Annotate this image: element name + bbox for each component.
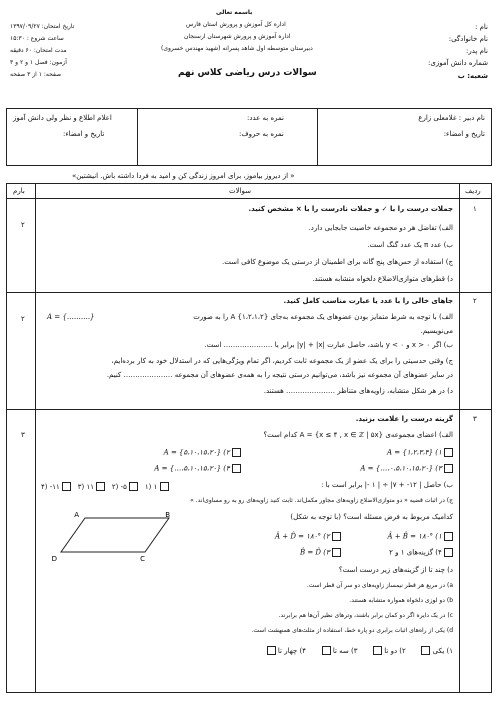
- checkbox[interactable]: [332, 548, 341, 557]
- q3-item-b: ب) حاصل | ۱۲- + ۷| ÷ | ۱ -| برابر است با :: [321, 481, 453, 489]
- q3d-option-1[interactable]: ۱) یکی: [421, 647, 453, 655]
- q3a-option-2[interactable]: A = {۵،۱۰،۱۵،۲۰} (۲: [164, 448, 241, 457]
- class-label: شعبه: ب: [457, 72, 488, 80]
- q3b-option-2[interactable]: ۵- (۲: [112, 483, 138, 491]
- q2-number: ۲: [473, 297, 477, 305]
- checkbox[interactable]: [62, 482, 71, 491]
- q3d-option-4[interactable]: ۴) چهار تا: [267, 647, 306, 655]
- q2-item-a-end: می‌نویسیم.: [420, 327, 453, 335]
- q1-item-c: ج) استفاده از حس‌های پنج گانه برای اطمینان از درستی یک موضوع کافی است.: [222, 258, 453, 266]
- checkbox[interactable]: [160, 482, 169, 491]
- q3-item-c2: کدامیک مربوط به فرض مسئله است؟ (با توجه به شکل): [290, 513, 453, 521]
- q3d-statement-a: a) در مربع هر قطر نیمساز زاویه‌های دو سر آن قطر است.: [306, 582, 453, 589]
- q3-item-a: الف) اعضای مجموعه‌ی {x ≤ ۴ , x ∈ ℤ | ۵x} = A کدام است؟: [263, 431, 453, 439]
- q3-score: ۳: [21, 431, 25, 439]
- header: [6, 4, 492, 108]
- q1-item-d: د) قطرهای متوازی‌الاضلاع دلخواه متشابه هستند.: [312, 275, 453, 283]
- vertex-c: C: [140, 555, 145, 563]
- q2-item-d: د) در هر شکل متشابه، زاویه‌های متناظر ………………… هستند.: [263, 387, 453, 395]
- questions-table: [6, 183, 492, 693]
- q3b-option-3[interactable]: ۱۱ (۳: [78, 483, 106, 491]
- checkbox[interactable]: [332, 532, 341, 541]
- duration: مدت امتحان: ۶۰ دقیقه: [10, 47, 67, 54]
- motto: « از دیروز بیاموز، برای امروز زندگی کن و امید به فردا داشته باش. انیشتین»: [72, 172, 295, 180]
- checkbox[interactable]: [232, 448, 241, 457]
- checkbox[interactable]: [129, 482, 138, 491]
- family-label: نام خانوادگی:: [448, 35, 488, 43]
- score-number-label: نمره به عدد:: [247, 114, 285, 122]
- q2-item-c2: در سایر عضوهای آن مجموعه نیز باشد، می‌توانیم درستی نتیجه را به همه‌ی عضوهای آن مجموعه ………………… کنیم.: [106, 371, 453, 379]
- q3-title: گزینه درست را علامت بزنید.: [355, 415, 453, 423]
- q3a-option-3[interactable]: A = {…،۰،۵،۱۰،۱۵،۲۰} (۳: [360, 464, 453, 473]
- q3a-option-1[interactable]: A = {۱،۲،۳،۴} (۱: [387, 448, 453, 457]
- q1-item-a: الف) تفاضل هر دو مجموعه خاصیت جابجایی دارد.: [308, 224, 453, 232]
- name-label: نام :: [475, 23, 488, 31]
- q3b-options: [41, 482, 169, 491]
- basmala: باسمه تعالی: [216, 9, 253, 16]
- start-time: ساعت شروع : ۱۵:۳۰: [10, 35, 64, 42]
- q3-item-c: ج) در اثبات قضیه « دو متوازی‌الاضلاع زاویه‌های مجاور مکمل‌اند. ثابت کنید زاویه‌های رو به رو مساوی‌اند. »: [190, 497, 453, 504]
- q3c-option-3[interactable]: ۴) گزینه‌های ۱ و ۲: [389, 548, 453, 557]
- exam-title: سوالات درس ریاضی کلاس نهم: [178, 68, 317, 78]
- checkbox[interactable]: [444, 532, 453, 541]
- q3b-option-1[interactable]: ۱ (۱: [145, 483, 169, 491]
- q3d-statement-b: b) دو لوزی دلخواه همواره متشابه هستند.: [349, 597, 453, 604]
- vertex-d: D: [51, 555, 57, 563]
- checkbox[interactable]: [267, 646, 276, 655]
- q1-item-b: ب) عدد π یک عدد گنگ است.: [367, 241, 453, 249]
- teacher-name: نام دبیر : غلامعلی زارع: [418, 114, 485, 122]
- q3c-option-2[interactable]: Â + D̂ = ۱۸۰° (۲: [275, 532, 341, 541]
- exam-scope: آزمون: فصل ۱ و ۲ و ۳: [10, 59, 67, 66]
- q3c-option-1[interactable]: Â + B̂ = ۱۸۰° (۱: [387, 532, 453, 541]
- student-no-label: شماره دانش آموزی:: [427, 59, 488, 67]
- father-label: نام پدر:: [465, 47, 488, 55]
- header-line3: اداره آموزش و پرورش شهرستان ارسنجان: [184, 33, 291, 40]
- checkbox[interactable]: [444, 448, 453, 457]
- q2-item-c: ج) وقتی حدسیتی را برای یک عضو از یک مجموعه ثابت کردیم، اگر تمام ویژگی‌هایی که در استدلال خود به کار برده‌ایم،: [111, 357, 453, 365]
- q2-title: جاهای خالی را با عدد یا عبارت مناسب کامل کنید.: [283, 297, 453, 305]
- q3a-option-4[interactable]: A = {…،۵،۱۰،۱۵،۲۰} (۴: [154, 464, 241, 473]
- checkbox[interactable]: [373, 646, 382, 655]
- q3d-option-2[interactable]: ۲) دو تا: [373, 647, 406, 655]
- q3-item-d: د) چند تا از گزینه‌های زیر درست است؟: [338, 566, 453, 574]
- vertex-b: B: [165, 511, 170, 519]
- teacher-signature-label: تاریخ و امضاء:: [443, 130, 485, 138]
- q1-score: ۲: [21, 221, 25, 229]
- q3d-statement-c: c) در یک دایره اگر دو کمان برابر باشند، وترهای نظیر آن‌ها هم برابرند.: [278, 612, 453, 619]
- col-row-header: ردیف: [465, 187, 481, 195]
- q3c-option-4[interactable]: B̂ = D̂ (۳: [300, 548, 341, 557]
- q1-number: ۱: [473, 205, 477, 213]
- col-score-header: بارم: [13, 187, 25, 195]
- checkbox[interactable]: [444, 464, 453, 473]
- header-line4: دبیرستان متوسطه اول شاهد پسرانه (شهید مهندس خسروی): [161, 45, 313, 52]
- page-count: صفحه: ۱ از ۳ صفحه: [10, 71, 62, 78]
- parent-signature-label: تاریخ و امضاء:: [63, 130, 105, 138]
- parent-note-label: اعلام اطلاع و نظر ولی دانش آموز: [13, 114, 112, 122]
- col-questions-header: سوالات: [229, 187, 252, 195]
- checkbox[interactable]: [232, 464, 241, 473]
- q1-title: جملات درست را با ✓ و جملات نادرست را با × مشخص کنید.: [248, 205, 453, 213]
- vertex-a: A: [74, 511, 79, 519]
- q2-item-a: الف) با توجه به شرط متمایز بودن عضوهای یک مجموعه به‌جای {۱،۲،۱،۲} A را به صورت: [193, 313, 453, 321]
- checkbox[interactable]: [96, 482, 105, 491]
- q3d-options: [267, 646, 453, 655]
- score-words-label: نمره به حروف:: [239, 130, 284, 138]
- grading-box: [6, 108, 492, 166]
- q3-number: ۳: [473, 415, 477, 423]
- checkbox[interactable]: [322, 646, 331, 655]
- checkbox[interactable]: [421, 646, 430, 655]
- header-line2: اداره کل آموزش و پرورش استان فارس: [186, 21, 286, 28]
- checkbox[interactable]: [444, 548, 453, 557]
- q2-item-b: ب) اگر x > ۰ و y < ۰ باشد، حاصل عبارت |y| + |x| برابر با ………………… است.: [204, 341, 453, 349]
- q2-score: ۲: [21, 315, 25, 323]
- q3d-option-3[interactable]: ۳) سه تا: [322, 647, 358, 655]
- exam-date: تاریخ امتحان: ۱۳۹۷/۰۹/۲۷: [10, 23, 75, 30]
- parallelogram-figure: [51, 510, 177, 563]
- q3d-statement-d: d) یکی از راه‌های اثبات برابری دو پاره خط، استفاده از مثلث‌های همنهشت است.: [251, 627, 453, 634]
- q2-item-a-blank: A = {……….}: [47, 313, 95, 321]
- q3b-option-4[interactable]: ۱۱- (۴: [41, 483, 71, 491]
